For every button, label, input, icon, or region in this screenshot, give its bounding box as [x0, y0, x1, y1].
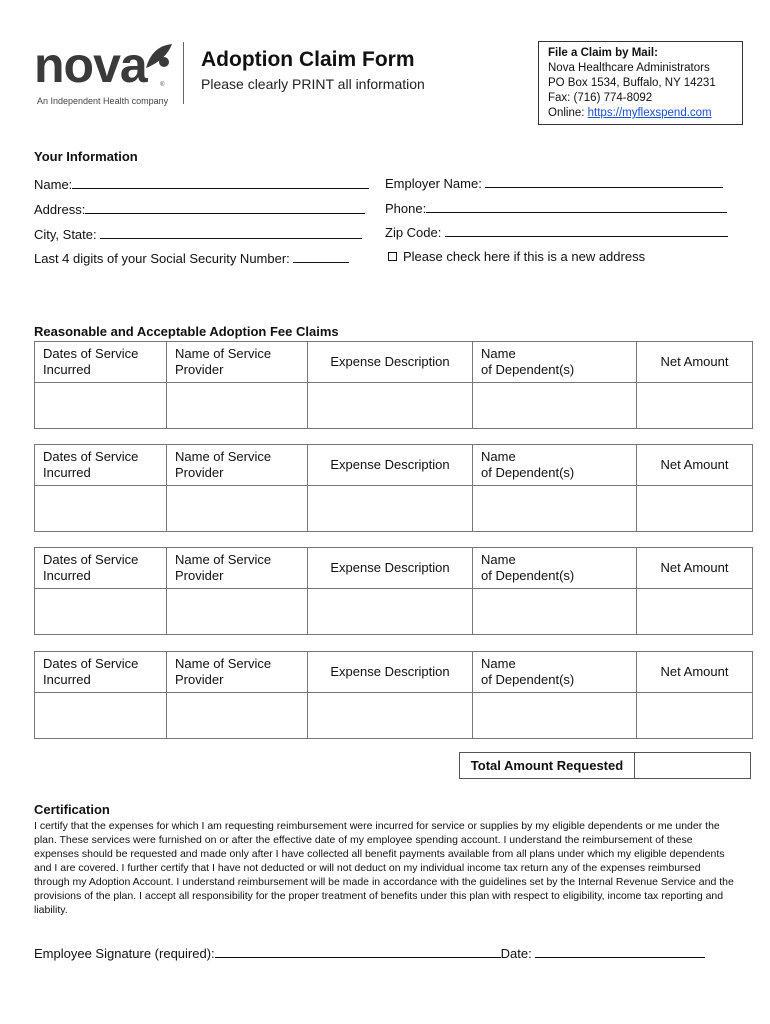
- claim-entry-row: [35, 383, 753, 429]
- phone-row: [385, 201, 727, 216]
- claim-table-1: [34, 341, 753, 429]
- zip-field[interactable]: [445, 225, 728, 237]
- ssn-row: [34, 251, 349, 266]
- col-provider: Name of Service Provider: [167, 342, 308, 383]
- date-field[interactable]: [535, 946, 705, 958]
- mail-address-line2: PO Box 1534, Buffalo, NY 14231: [548, 77, 716, 89]
- provider-cell[interactable]: [167, 486, 308, 532]
- certification-text: I certify that the expenses for which I am requesting reimbursement were incurred for service or supplies by my eligible dependents or me under the plan. These services were furnished on or after the effective date of my employee spending account. I understand the reimbursement of these expenses should be requested and made only after I have collected all benefit payments available from all plans under which my eligible dependents and I are covered. I further certify that I have not deducted or will not deduct on my individual income tax return any of the expenses reimbursed through my Adoption Account. I understand reimbursement will be made in accordance with the guidelines set by the Internal Revenue Service and the provisions of the plan. I accept all responsibility for the proper treatment of benefits under this plan with respect to eligibility, income tax reporting and liability.: [34, 820, 734, 916]
- phone-label: Phone:: [385, 201, 427, 216]
- total-amount-label: Total Amount Requested: [459, 752, 635, 779]
- zip-row: [385, 225, 728, 240]
- claim-entry-row: [35, 486, 753, 532]
- claim-table-4: [34, 651, 753, 739]
- dates-cell[interactable]: [35, 693, 167, 739]
- col-dependent: Name of Dependent(s): [473, 342, 637, 383]
- dependent-cell[interactable]: [473, 383, 637, 429]
- registered-mark: ®: [160, 82, 165, 88]
- new-address-checkbox[interactable]: [388, 252, 397, 261]
- col-dates: Dates of Service Incurred: [35, 342, 167, 383]
- col-expense: Expense Description: [308, 445, 473, 486]
- online-row: [548, 106, 742, 121]
- col-dates: Dates of Service Incurred: [35, 652, 167, 693]
- nova-logo: [34, 37, 147, 93]
- address-row: [34, 202, 365, 217]
- dates-cell[interactable]: [35, 383, 167, 429]
- zip-label: Zip Code:: [385, 225, 442, 240]
- expense-cell[interactable]: [308, 383, 473, 429]
- date-label: Date:: [500, 946, 532, 961]
- mail-box-title: File a Claim by Mail:: [548, 47, 658, 59]
- dependent-cell[interactable]: [473, 693, 637, 739]
- city-state-field[interactable]: [100, 227, 362, 239]
- certification-heading: Certification: [34, 802, 110, 817]
- provider-cell[interactable]: [167, 693, 308, 739]
- claims-heading: Reasonable and Acceptable Adoption Fee Claims: [34, 324, 339, 339]
- col-provider: Name of Service Provider: [167, 445, 308, 486]
- your-information-heading: Your Information: [34, 149, 138, 164]
- total-amount-field[interactable]: [634, 752, 751, 779]
- col-net: Net Amount: [637, 445, 753, 486]
- phone-field[interactable]: [426, 201, 727, 213]
- city-state-row: [34, 227, 362, 242]
- form-title: Adoption Claim Form: [201, 48, 415, 71]
- col-expense: Expense Description: [308, 652, 473, 693]
- city-state-label: City, State:: [34, 227, 97, 242]
- address-field[interactable]: [85, 202, 365, 214]
- name-row: [34, 177, 369, 192]
- form-subtitle: Please clearly PRINT all information: [201, 76, 425, 92]
- claim-entry-row: [35, 693, 753, 739]
- col-net: Net Amount: [637, 548, 753, 589]
- employer-label: Employer Name:: [385, 176, 482, 191]
- expense-cell[interactable]: [308, 693, 473, 739]
- claim-table-3: [34, 547, 753, 635]
- dependent-cell[interactable]: [473, 486, 637, 532]
- ssn-label: Last 4 digits of your Social Security Number:: [34, 251, 290, 266]
- employer-field[interactable]: [485, 176, 723, 188]
- col-dependent: Name of Dependent(s): [473, 445, 637, 486]
- claim-header-row: [35, 652, 753, 693]
- col-dependent: Name of Dependent(s): [473, 548, 637, 589]
- claim-entry-row: [35, 589, 753, 635]
- mail-info-box: [538, 41, 743, 125]
- new-address-row: [388, 249, 645, 264]
- col-dependent: Name of Dependent(s): [473, 652, 637, 693]
- expense-cell[interactable]: [308, 486, 473, 532]
- name-label: Name:: [34, 177, 73, 192]
- claim-header-row: [35, 342, 753, 383]
- col-provider: Name of Service Provider: [167, 548, 308, 589]
- name-field[interactable]: [72, 177, 369, 189]
- dates-cell[interactable]: [35, 589, 167, 635]
- net-cell[interactable]: [637, 693, 753, 739]
- dependent-cell[interactable]: [473, 589, 637, 635]
- signature-row: [34, 946, 705, 961]
- address-label: Address:: [34, 202, 86, 217]
- col-dates: Dates of Service Incurred: [35, 445, 167, 486]
- col-net: Net Amount: [637, 652, 753, 693]
- col-dates: Dates of Service Incurred: [35, 548, 167, 589]
- net-cell[interactable]: [637, 383, 753, 429]
- online-link[interactable]: https://myflexspend.com: [587, 107, 712, 119]
- claim-header-row: [35, 548, 753, 589]
- ssn-field[interactable]: [293, 251, 349, 263]
- claim-table-2: [34, 444, 753, 532]
- provider-cell[interactable]: [167, 589, 308, 635]
- mail-address-line1: Nova Healthcare Administrators: [548, 62, 710, 74]
- expense-cell[interactable]: [308, 589, 473, 635]
- dates-cell[interactable]: [35, 486, 167, 532]
- fax-number: Fax: (716) 774-8092: [548, 92, 653, 104]
- nova-leaf-icon: [138, 40, 178, 70]
- signature-field[interactable]: [215, 946, 501, 958]
- net-cell[interactable]: [637, 589, 753, 635]
- provider-cell[interactable]: [167, 383, 308, 429]
- signature-label: Employee Signature (required):: [34, 946, 215, 961]
- employer-row: [385, 176, 723, 191]
- logo-tagline: An Independent Health company: [37, 96, 169, 106]
- col-expense: Expense Description: [308, 342, 473, 383]
- claim-header-row: [35, 445, 753, 486]
- net-cell[interactable]: [637, 486, 753, 532]
- logo-wordmark: nova: [34, 37, 147, 93]
- new-address-label: Please check here if this is a new address: [403, 249, 646, 264]
- col-net: Net Amount: [637, 342, 753, 383]
- col-expense: Expense Description: [308, 548, 473, 589]
- header-divider: [183, 42, 184, 104]
- online-label: Online:: [548, 107, 588, 119]
- col-provider: Name of Service Provider: [167, 652, 308, 693]
